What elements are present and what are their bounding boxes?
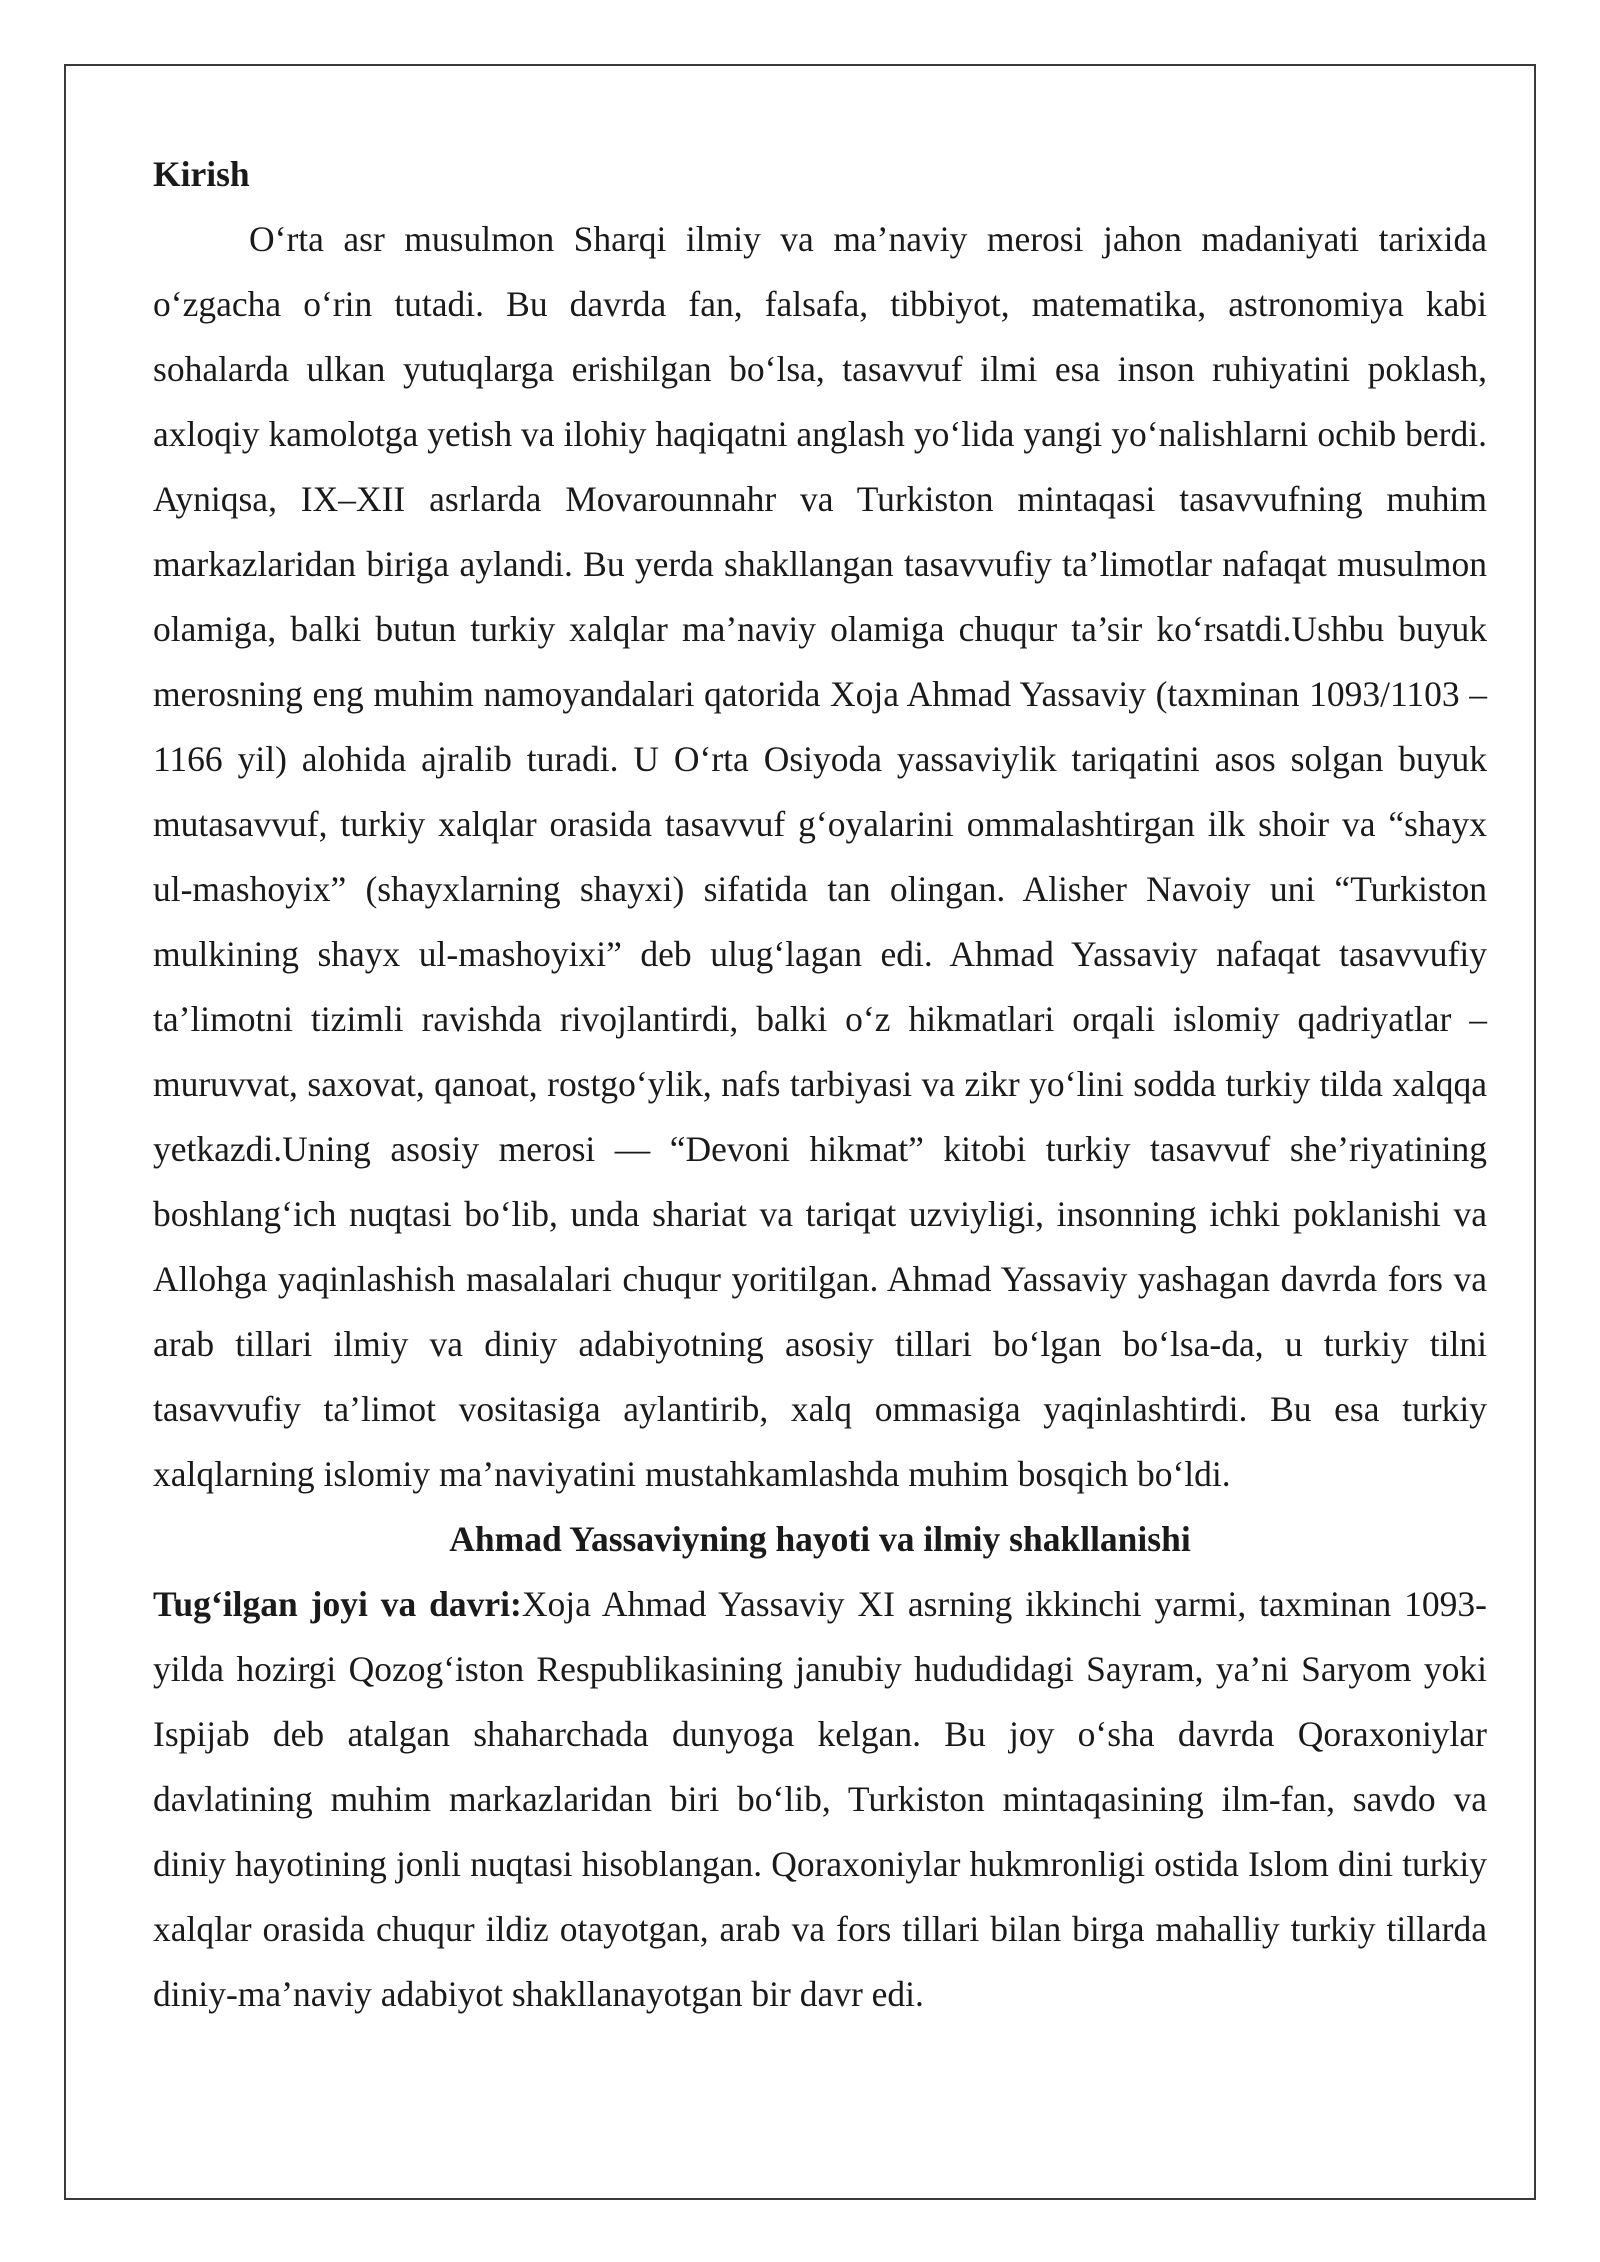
birthplace-lead: Tug‘ilgan joyi va davri:: [153, 1584, 522, 1624]
section-heading: Ahmad Yassaviyning hayoti va ilmiy shakllanishi: [449, 1519, 1191, 1559]
document-body: [153, 142, 1487, 2027]
birthplace-text: Xoja Ahmad Yassaviy XI asrning ikkinchi yarmi, taxminan 1093-yilda hozirgi Qozog‘iston Respublikasining janubiy hududidagi Sayram, ya’ni Saryom yoki Ispijab deb atalgan shaharchada dunyoga kelgan. Bu joy o‘sha davrda Qoraxoniylar davlatining muhim markazlaridan biri bo‘lib, Turkiston mintaqasining ilm-fan, savdo va diniy hayotining jonli nuqtasi hisoblangan. Qoraxoniylar hukmronligi ostida Islom dini turkiy xalqlar orasida chuqur ildiz otayotgan, arab va fors tillari bilan birga mahalliy turkiy tillarda diniy-ma’naviy adabiyot shakllanayotgan bir davr edi.: [153, 1584, 1487, 2014]
birthplace-paragraph: [153, 1572, 1487, 2027]
intro-paragraph: O‘rta asr musulmon Sharqi ilmiy va ma’naviy merosi jahon madaniyati tarixida o‘zgacha o‘rin tutadi. Bu davrda fan, falsafa, tibbiyot, matematika, astronomiya kabi sohalarda ulkan yutuqlarga erishilgan bo‘lsa, tasavvuf ilmi esa inson ruhiyatini poklash, axloqiy kamolotga yetish va ilohiy haqiqatni anglash yo‘lida yangi yo‘nalishlarni ochib berdi. Ayniqsa, IX–XII asrlarda Movarounnahr va Turkiston mintaqasi tasavvufning muhim markazlaridan biriga aylandi. Bu yerda shakllangan tasavvufiy ta’limotlar nafaqat musulmon olamiga, balki butun turkiy xalqlar ma’naviy olamiga chuqur ta’sir ko‘rsatdi.Ushbu buyuk merosning eng muhim namoyandalari qatorida Xoja Ahmad Yassaviy (taxminan 1093/1103 – 1166 yil) alohida ajralib turadi. U O‘rta Osiyoda yassaviylik tariqatini asos solgan buyuk mutasavvuf, turkiy xalqlar orasida tasavvuf g‘oyalarini ommalashtirgan ilk shoir va “shayx ul-mashoyix” (shayxlarning shayxi) sifatida tan olingan. Alisher Navoiy uni “Turkiston mulkining shayx ul-mashoyixi” deb ulug‘lagan edi. Ahmad Yassaviy nafaqat tasavvufiy ta’limotni tizimli ravishda rivojlantirdi, balki o‘z hikmatlari orqali islomiy qadriyatlar – muruvvat, saxovat, qanoat, rostgo‘ylik, nafs tarbiyasi va zikr yo‘lini sodda turkiy tilda xalqqa yetkazdi.Uning asosiy merosi — “Devoni hikmat” kitobi turkiy tasavvuf she’riyatining boshlang‘ich nuqtasi bo‘lib, unda shariat va tariqat uzviyligi, insonning ichki poklanishi va Allohga yaqinlashish masalalari chuqur yoritilgan. Ahmad Yassaviy yashagan davrda fors va arab tillari ilmiy va diniy adabiyotning asosiy tillari bo‘lgan bo‘lsa-da, u turkiy tilni tasavvufiy ta’limot vositasiga aylantirib, xalq ommasiga yaqinlashtirdi. Bu esa turkiy xalqlarning islomiy ma’naviyatini mustahkamlashda muhim bosqich bo‘ldi.: [153, 219, 1487, 1494]
intro-heading: Kirish: [153, 154, 250, 194]
